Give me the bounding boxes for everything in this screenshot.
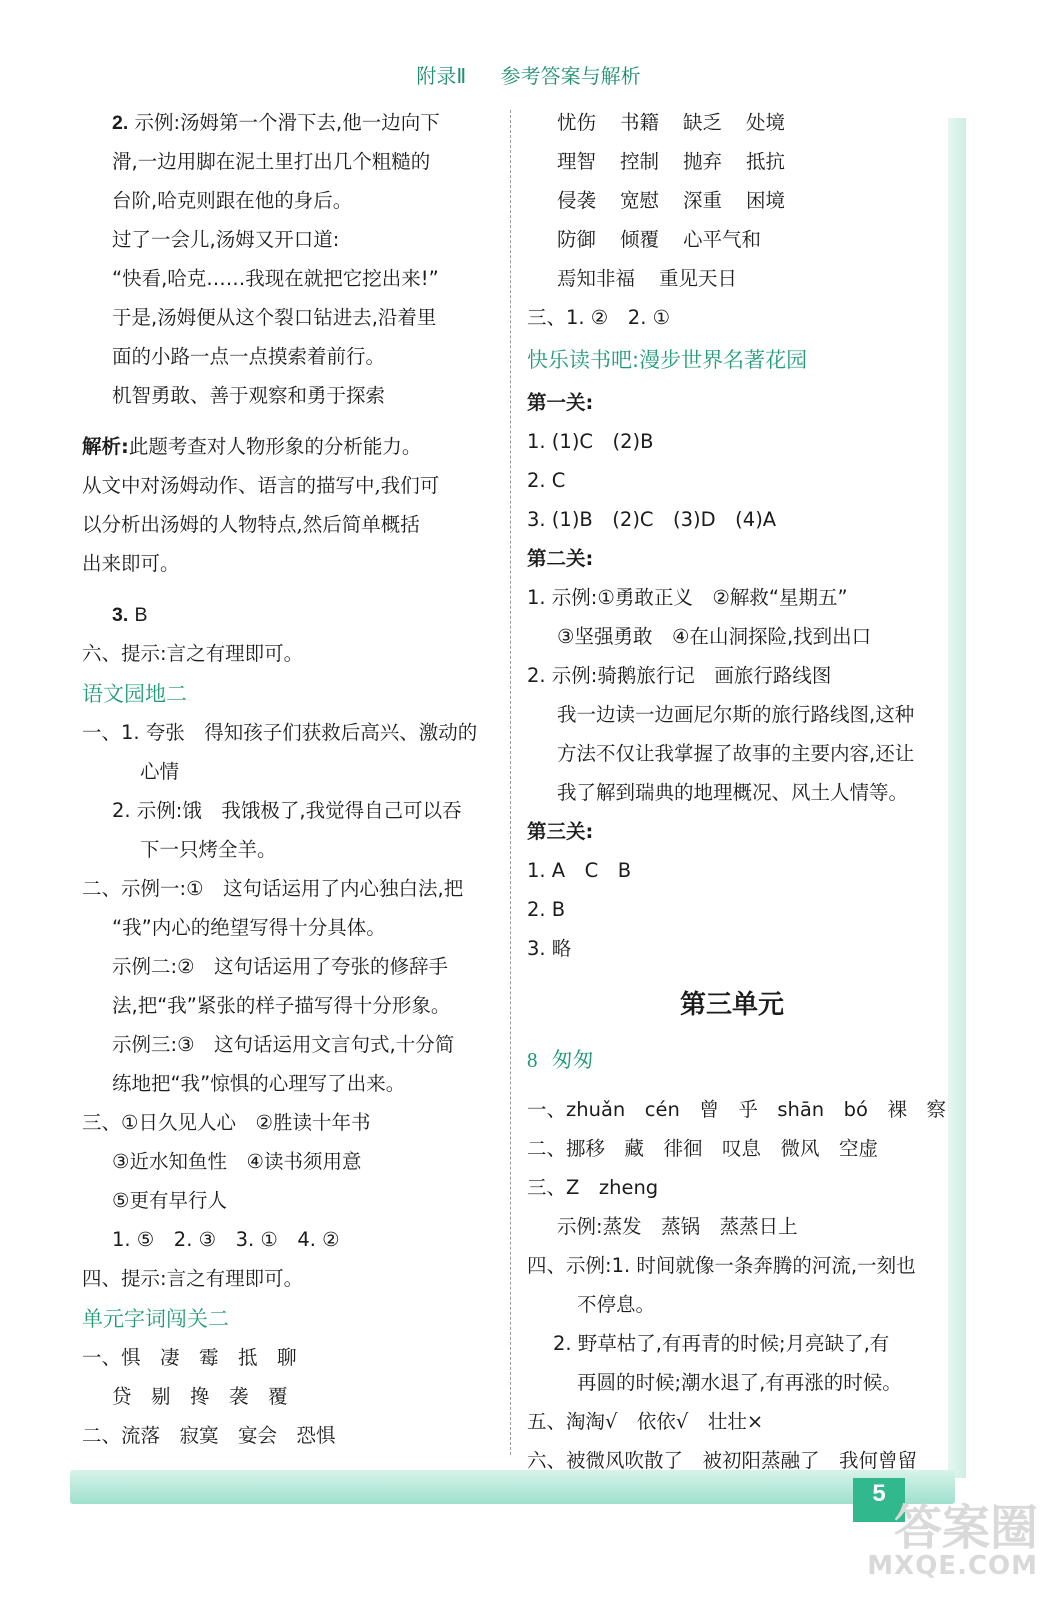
- answer-line: 二、示例一:① 这句话运用了内心独白法,把: [82, 877, 464, 900]
- answer-line: 台阶,哈克则跟在他的身后。: [112, 189, 353, 212]
- section-heading: 快乐读书吧:漫步世界名著花园: [527, 348, 808, 372]
- answer-line: 1. ⑤ 2. ③ 3. ① 4. ②: [112, 1228, 340, 1251]
- answer-line: 再圆的时候;潮水退了,有再涨的时候。: [577, 1371, 902, 1394]
- answer-line: 一、1. 夸张 得知孩子们获救后高兴、激动的: [82, 721, 478, 744]
- word-row: 侵袭 宽慰 深重 困境: [557, 189, 786, 212]
- answer-line: 三、①日久见人心 ②胜读十年书: [82, 1111, 371, 1134]
- answer-line: 3. (1)B (2)C (3)D (4)A: [527, 508, 777, 531]
- answer-line: 3. B: [112, 604, 148, 626]
- answer-line: 练地把“我”惊惧的心理写了出来。: [112, 1072, 406, 1095]
- answer-line: 我了解到瑞典的地理概况、风土人情等。: [557, 781, 909, 804]
- answer-line: “快看,哈克……我现在就把它挖出来!”: [112, 267, 439, 290]
- answer-line: 二、流落 寂寞 宴会 恐惧: [82, 1424, 336, 1447]
- answer-line: 五、淘淘√ 依依√ 壮壮×: [527, 1410, 764, 1433]
- answer-line: ③近水知鱼性 ④读书须用意: [112, 1150, 362, 1173]
- analysis-line: 以分析出汤姆的人物特点,然后简单概括: [82, 513, 420, 536]
- column-divider: [510, 110, 511, 1455]
- answer-line: 三、1. ② 2. ①: [527, 306, 671, 329]
- header-title: 参考答案与解析: [500, 64, 641, 88]
- answer-line: 心情: [140, 760, 180, 783]
- appendix-label: 附录Ⅱ: [416, 64, 467, 88]
- word-row: 忧伤 书籍 缺乏 处境: [557, 111, 786, 134]
- answer-line: 六、被微风吹散了 被初阳蒸融了 我何曾留: [527, 1449, 918, 1472]
- answer-line: 六、提示:言之有理即可。: [82, 642, 304, 665]
- analysis-line: 从文中对汤姆动作、语言的描写中,我们可: [82, 474, 440, 497]
- answer-line: 一、惧 凄 霉 抵 聊: [82, 1346, 297, 1369]
- answer-line: 贷 剔 搀 袭 覆: [112, 1385, 288, 1408]
- answer-line: “我”内心的绝望写得十分具体。: [112, 916, 386, 939]
- answer-line: 2. 示例:汤姆第一个滑下去,他一边向下: [112, 111, 440, 134]
- page-edge-shade: [948, 118, 966, 1478]
- stage-heading: 第一关:: [527, 391, 594, 414]
- page-number: 5: [872, 1480, 886, 1507]
- stage-heading: 第三关:: [527, 820, 594, 843]
- unit-title: 第三单元: [679, 990, 784, 1020]
- lesson-heading: [527, 1030, 937, 1090]
- analysis-line: 出来即可。: [82, 552, 180, 575]
- left-column: [82, 103, 492, 1455]
- right-column: [527, 103, 946, 1480]
- answer-line: 2. 示例:骑鹅旅行记 画旅行路线图: [527, 664, 832, 687]
- answer-line: 1. A C B: [527, 859, 632, 882]
- answer-line: 3. 略: [527, 937, 572, 960]
- answer-line: 1. (1)C (2)B: [527, 430, 654, 453]
- analysis-line: 解析:此题考查对人物形象的分析能力。: [82, 435, 422, 458]
- answer-line: 过了一会儿,汤姆又开口道:: [112, 228, 340, 251]
- running-header: [0, 60, 1057, 89]
- stage-heading: 第二关:: [527, 547, 594, 570]
- answer-line: 示例二:② 这句话运用了夸张的修辞手: [112, 955, 449, 978]
- answer-line: 2. 示例:饿 我饿极了,我觉得自己可以吞: [112, 799, 462, 822]
- answer-line: 三、Z zheng: [527, 1176, 659, 1199]
- word-row: 防御 倾覆 心平气和: [557, 228, 762, 251]
- answer-line: 2. B: [527, 898, 566, 921]
- answer-line: 滑,一边用脚在泥土里打出几个粗糙的: [112, 150, 431, 173]
- answer-line: 不停息。: [577, 1293, 656, 1316]
- watermark-main: 答案圈: [893, 1500, 1038, 1556]
- answer-line: 四、提示:言之有理即可。: [82, 1267, 304, 1290]
- answer-line: 示例:蒸发 蒸锅 蒸蒸日上: [557, 1215, 798, 1238]
- answer-line: 2. C: [527, 469, 566, 492]
- answer-line: 四、示例:1. 时间就像一条奔腾的河流,一刻也: [527, 1254, 916, 1277]
- answer-line: 1. 示例:①勇敢正义 ②解救“星期五”: [527, 586, 848, 609]
- answer-line: 二、挪移 藏 徘徊 叹息 微风 空虚: [527, 1137, 879, 1160]
- answer-line: 面的小路一点一点摸索着前行。: [112, 345, 386, 368]
- section-heading: 单元字词闯关二: [82, 1307, 229, 1331]
- answer-line: 法,把“我”紧张的样子描写得十分形象。: [112, 994, 451, 1017]
- answer-line: 我一边读一边画尼尔斯的旅行路线图,这种: [557, 703, 915, 726]
- answer-line: 机智勇敢、善于观察和勇于探索: [112, 384, 386, 407]
- watermark-logo: [818, 1500, 1038, 1581]
- section-heading: 语文园地二: [82, 682, 187, 706]
- lesson-number: 8: [527, 1048, 538, 1072]
- word-row: 理智 控制 抛弃 抵抗: [557, 150, 786, 173]
- answer-line: 示例三:③ 这句话运用文言句式,十分简: [112, 1033, 455, 1056]
- answer-line: 下一只烤全羊。: [140, 838, 277, 861]
- answer-line: 于是,汤姆便从这个裂口钻进去,沿着里: [112, 306, 437, 329]
- answer-line: 方法不仅让我掌握了故事的主要内容,还让: [557, 742, 915, 765]
- word-row: 焉知非福 重见天日: [557, 267, 738, 290]
- answer-line: 2. 野草枯了,有再青的时候;月亮缺了,有: [553, 1332, 890, 1355]
- answer-line: 一、zhuǎn cén 曾 乎 shān bó 裸 察: [527, 1098, 946, 1121]
- lesson-title: 匆匆: [551, 1048, 594, 1072]
- answer-line: ⑤更有早行人: [112, 1189, 227, 1212]
- answer-line: ③坚强勇敢 ④在山洞探险,找到出口: [557, 625, 872, 648]
- watermark-sub: MXQE.COM: [867, 1551, 1038, 1581]
